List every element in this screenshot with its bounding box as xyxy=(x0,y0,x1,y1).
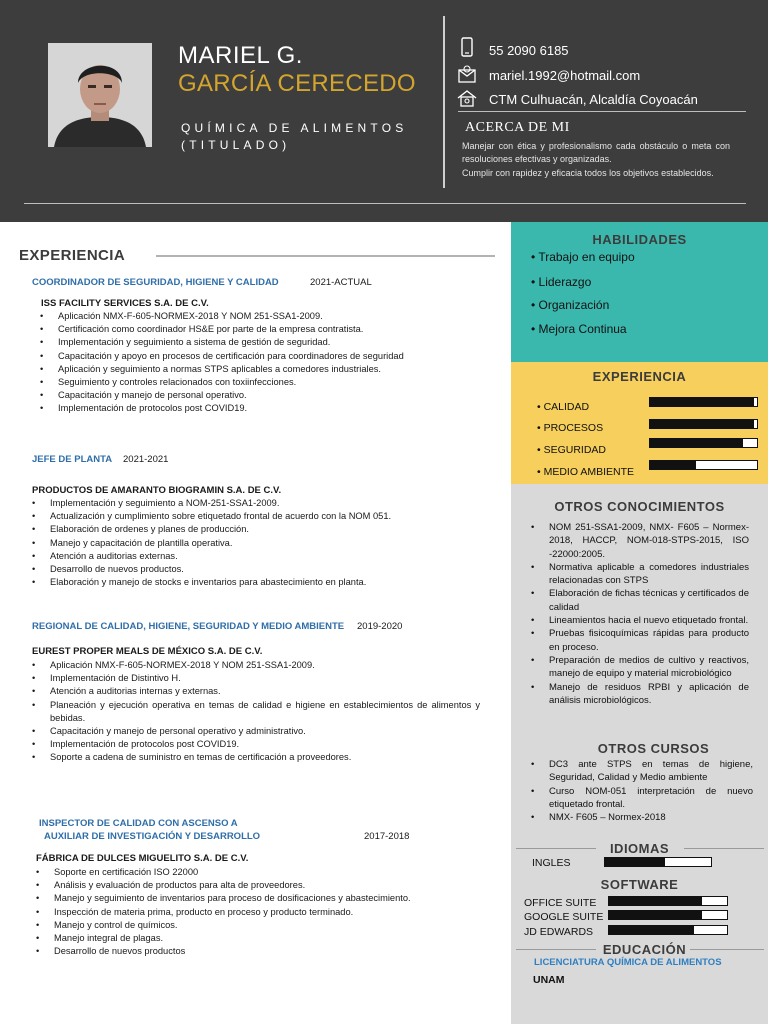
skill-item: • Mejora Continua xyxy=(531,322,627,336)
education-heading: EDUCACIÓN xyxy=(602,942,687,957)
list-item: • Elaboración de ordenes y planes de producción. xyxy=(32,523,482,536)
skill-label: Organización xyxy=(538,298,610,312)
level-bar xyxy=(649,419,758,429)
about-text xyxy=(462,140,730,180)
list-item: • Manejo y seguimiento de inventarios para proceso de dosificaciones y abastecimiento. xyxy=(36,892,476,905)
job-company: FÁBRICA DE DULCES MIGUELITO S.A. DE C.V. xyxy=(36,853,249,864)
job-title: COORDINADOR DE SEGURIDAD, HIGIENE Y CALIDAD xyxy=(32,277,279,288)
level-name: MEDIO AMBIENTE xyxy=(543,466,635,478)
list-item: • Elaboración de fichas técnicas y certificados de calidad xyxy=(527,587,749,614)
job-years: 2021-ACTUAL xyxy=(310,277,372,288)
profile-photo xyxy=(48,43,152,147)
about-paragraph-1: Manejar con ética y profesionalismo cada obstáculo o meta con resoluciones efectivas y organizadas. xyxy=(462,141,730,165)
skill-item: • Liderazgo xyxy=(531,275,592,289)
email-icon xyxy=(456,64,478,84)
about-heading: ACERCA DE MI xyxy=(465,120,570,135)
list-item: • Seguimiento y controles relacionados con toxiinfecciones. xyxy=(40,376,480,389)
list-item: • Lineamientos hacia el nuevo etiquetado frontal. xyxy=(527,614,749,627)
list-item: • Soporte en certificación ISO 22000 xyxy=(36,866,476,879)
job-years: 2021-2021 xyxy=(123,454,169,465)
language-bar-fill xyxy=(605,858,665,866)
level-bar-fill xyxy=(650,398,754,406)
name-first: MARIEL G. xyxy=(178,42,303,69)
software-label: JD EDWARDS xyxy=(524,926,594,938)
level-label: • CALIDAD xyxy=(537,401,590,413)
contact-address: CTM Culhuacán, Alcaldía Coyoacán xyxy=(489,92,698,107)
language-label: INGLES xyxy=(532,857,571,869)
experience-heading-rule xyxy=(156,255,495,257)
list-item: • Planeación y ejecución operativa en temas de calidad e higiene en establecimientos de alimentos y bebidas. xyxy=(32,699,480,725)
home-icon xyxy=(456,88,478,108)
list-item: • Implementación y seguimiento a sistema de gestión de seguridad. xyxy=(40,336,480,349)
job-title-line-2: AUXILIAR DE INVESTIGACIÓN Y DESARROLLO xyxy=(44,831,261,842)
skill-label: Trabajo en equipo xyxy=(538,250,635,264)
software-heading: SOFTWARE xyxy=(600,877,679,892)
software-bar xyxy=(608,896,728,906)
list-item: • Capacitación y manejo de personal operativo. xyxy=(40,389,480,402)
skill-item: • Trabajo en equipo xyxy=(531,250,635,264)
software-bar-fill xyxy=(609,911,702,919)
courses-heading: OTROS CURSOS xyxy=(597,741,710,756)
level-bar-fill xyxy=(650,420,754,428)
list-item: • Pruebas fisicoquímicas rápidas para producto en proceso. xyxy=(527,627,749,654)
software-label: OFFICE SUITE xyxy=(524,897,597,909)
header-divider xyxy=(443,16,445,188)
list-item: • DC3 ante STPS en temas de higiene, Seguridad, Calidad y Medio ambiente xyxy=(527,758,753,785)
list-item: • Desarrollo de nuevos productos xyxy=(36,945,476,958)
list-item: • Implementación de protocolos post COVID19. xyxy=(40,402,480,415)
job-duties-list xyxy=(32,659,480,765)
profession-title: QUÍMICA DE ALIMENTOS xyxy=(181,121,408,135)
skill-label: Liderazgo xyxy=(538,275,592,289)
list-item: • Inspección de materia prima, producto en proceso y producto terminado. xyxy=(36,906,476,919)
software-bar xyxy=(608,925,728,935)
list-item: • Aplicación NMX-F-605-NORMEX-2018 Y NOM 251-SSA1-2009. xyxy=(32,659,480,672)
education-degree: LICENCIATURA QUÍMICA DE ALIMENTOS xyxy=(534,957,722,968)
list-item: • Aplicación y seguimiento a normas STPS aplicables a comedores industriales. xyxy=(40,363,480,376)
knowledge-list xyxy=(527,521,749,707)
knowledge-heading: OTROS CONOCIMIENTOS xyxy=(554,499,725,514)
job-title-line-1: INSPECTOR DE CALIDAD CON ASCENSO A xyxy=(39,818,238,829)
experience-levels-heading: EXPERIENCIA xyxy=(592,369,687,384)
list-item: • Curso NOM-051 interpretación de nuevo etiquetado frontal. xyxy=(527,785,753,812)
level-name: PROCESOS xyxy=(543,422,604,434)
level-label: • PROCESOS xyxy=(537,422,604,434)
list-item: • Manejo y control de químicos. xyxy=(36,919,476,932)
list-item: • NOM 251-SSA1-2009, NMX- F605 – Normex-2018, HACCP, NOM-018-STPS-2015, ISO -22000:2005. xyxy=(527,521,749,561)
job-title: REGIONAL DE CALIDAD, HIGIENE, SEGURIDAD Y MEDIO AMBIENTE xyxy=(32,621,345,632)
contact-phone[interactable]: 55 2090 6185 xyxy=(489,43,569,58)
job-title: JEFE DE PLANTA xyxy=(32,454,113,465)
level-label: • SEGURIDAD xyxy=(537,444,607,456)
header-bottom-rule xyxy=(24,203,746,204)
job-duties-list xyxy=(36,866,476,958)
software-bar xyxy=(608,910,728,920)
list-item: • Capacitación y apoyo en procesos de certificación para coordinadores de seguridad xyxy=(40,350,480,363)
list-item: • Manejo integral de plagas. xyxy=(36,932,476,945)
about-paragraph-2: Cumplir con rapidez y eficacia todos los objetivos establecidos. xyxy=(462,167,714,178)
list-item: • Normativa aplicable a comedores industriales relacionadas con STPS xyxy=(527,561,749,588)
list-item: • Capacitación y manejo de personal operativo y administrativo. xyxy=(32,725,480,738)
level-bar-fill xyxy=(650,439,743,447)
list-item: • Preparación de medios de cultivo y reactivos, manejo de equipo y material microbiológico xyxy=(527,654,749,681)
phone-icon xyxy=(456,37,478,57)
list-item: • Certificación como coordinador HS&E por parte de la empresa contratista. xyxy=(40,323,480,336)
language-bar xyxy=(604,857,712,867)
name-last: GARCÍA CERECEDO xyxy=(178,70,416,97)
contact-email[interactable]: mariel.1992@hotmail.com xyxy=(489,68,641,83)
list-item: • NMX- F605 – Normex-2018 xyxy=(527,811,753,824)
level-bar xyxy=(649,460,758,470)
job-duties-list xyxy=(32,497,482,589)
experience-heading: EXPERIENCIA xyxy=(19,247,126,264)
software-bar-fill xyxy=(609,897,702,905)
list-item: • Manejo de residuos RPBI y aplicación de análisis microbiológicos. xyxy=(527,681,749,708)
list-item: • Actualización y cumplimiento sobre etiquetado frontal de acuerdo con la NOM 051. xyxy=(32,510,482,523)
level-label: • MEDIO AMBIENTE xyxy=(537,466,635,478)
level-bar xyxy=(649,397,758,407)
list-item: • Implementación y seguimiento a NOM-251-SSA1-2009. xyxy=(32,497,482,510)
job-years: 2019-2020 xyxy=(357,621,403,632)
list-item: • Implementación de protocolos post COVID19. xyxy=(32,738,480,751)
skill-item: • Organización xyxy=(531,298,610,312)
list-item: • Implementación de Distintivo H. xyxy=(32,672,480,685)
list-item: • Aplicación NMX-F-605-NORMEX-2018 Y NOM 251-SSA1-2009. xyxy=(40,310,480,323)
level-name: CALIDAD xyxy=(543,401,590,413)
list-item: • Desarrollo de nuevos productos. xyxy=(32,563,482,576)
profession-status: (TITULADO) xyxy=(181,138,291,152)
languages-heading: IDIOMAS xyxy=(609,841,670,856)
level-name: SEGURIDAD xyxy=(543,444,607,456)
level-bar xyxy=(649,438,758,448)
list-item: • Soporte a cadena de suministro en temas de certificación a proveedores. xyxy=(32,751,480,764)
list-item: • Atención a auditorias externas. xyxy=(32,550,482,563)
education-school: UNAM xyxy=(533,974,565,986)
software-bar-fill xyxy=(609,926,694,934)
list-item: • Elaboración y manejo de stocks e inventarios para abastecimiento en planta. xyxy=(32,576,482,589)
courses-list xyxy=(527,758,753,824)
list-item: • Atención a auditorias internas y externas. xyxy=(32,685,480,698)
skills-heading: HABILIDADES xyxy=(592,232,687,247)
level-bar-fill xyxy=(650,461,696,469)
job-years: 2017-2018 xyxy=(364,831,410,842)
job-duties-list xyxy=(40,310,480,416)
list-item: • Manejo y capacitación de plantilla operativa. xyxy=(32,537,482,550)
job-company: EUREST PROPER MEALS DE MÉXICO S.A. DE C.V. xyxy=(32,646,263,657)
contact-rule xyxy=(458,111,746,112)
skill-label: Mejora Continua xyxy=(538,322,627,336)
software-label: GOOGLE SUITE xyxy=(524,911,604,923)
list-item: • Análisis y evaluación de productos para alta de proveedores. xyxy=(36,879,476,892)
job-company: ISS FACILITY SERVICES S.A. DE C.V. xyxy=(41,298,209,309)
job-company: PRODUCTOS DE AMARANTO BIOGRAMIN S.A. DE C.V. xyxy=(32,485,282,496)
